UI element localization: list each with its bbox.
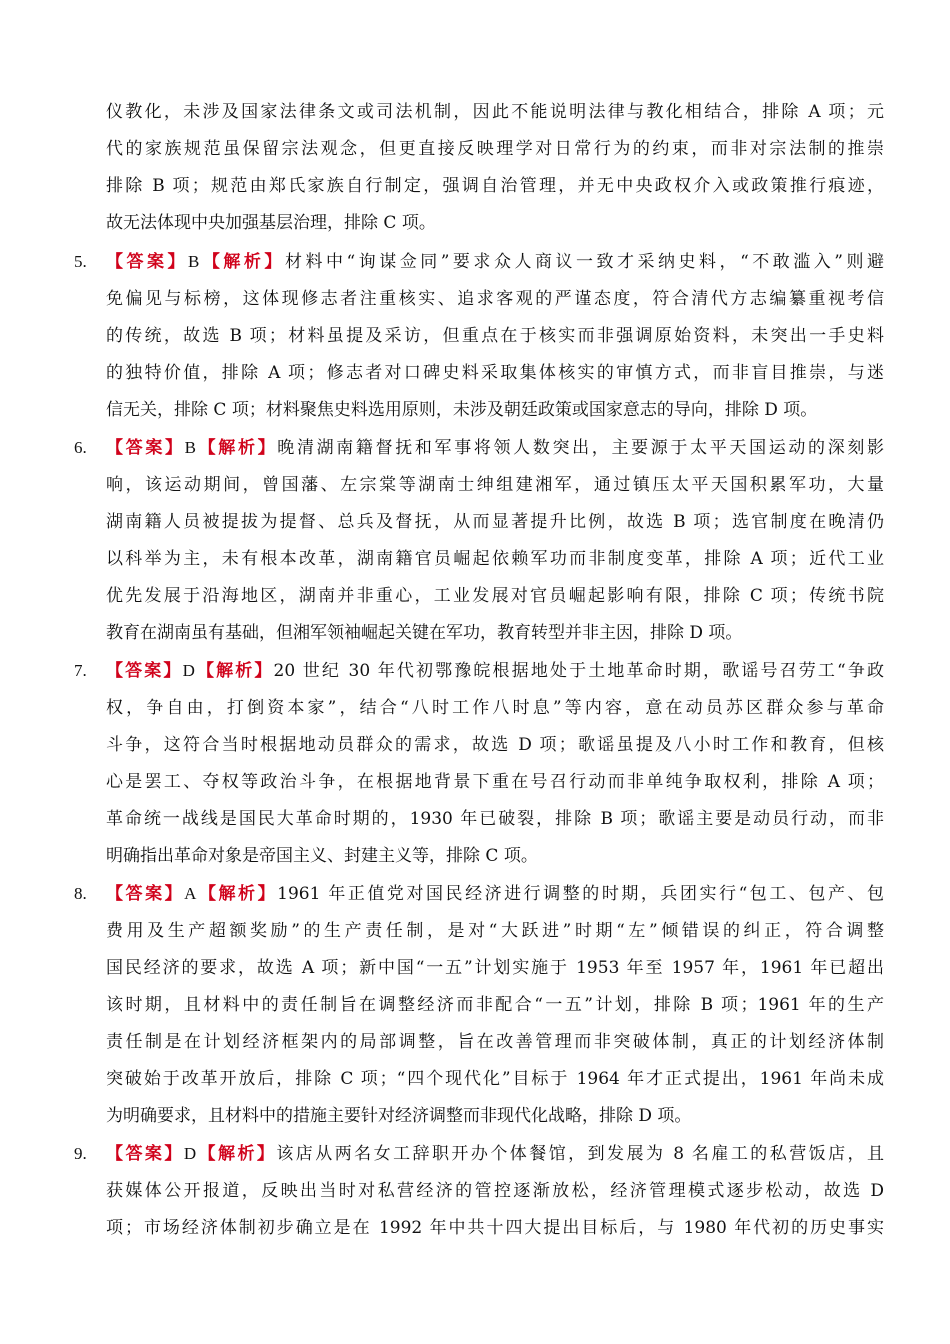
question-number: 6. bbox=[74, 438, 87, 457]
analysis-text: 材料中“询谋佥同”要求众人商议一致才采纳史料，“不敢滥入”则避 bbox=[284, 252, 884, 272]
analysis-tag: 【解析】 bbox=[196, 884, 278, 904]
answer-tag: 【答案】 bbox=[106, 884, 185, 904]
answer-line bbox=[106, 659, 884, 683]
intro-line: 仪教化，未涉及国家法律条文或司法机制，因此不能说明法律与教化相结合，排除 A 项；元 bbox=[106, 102, 884, 122]
question-number: 5. bbox=[74, 252, 87, 271]
analysis-line: 该时期，且材料中的责任制旨在调整经济而非配合“一五”计划，排除 B 项；1961 年的生产 bbox=[106, 995, 884, 1015]
answer-line bbox=[106, 882, 884, 906]
analysis-tag: 【解析】 bbox=[194, 661, 274, 681]
analysis-line: 费用及生产超额奖励”的生产责任制，是对“大跃进”时期“左”倾错误的纠正，符合调整 bbox=[106, 921, 884, 941]
answer-tag: 【答案】 bbox=[106, 252, 189, 272]
analysis-line: 响，该运动期间，曾国藩、左宗棠等湖南士绅组建湘军，通过镇压太平天国积累军功，大量 bbox=[106, 475, 884, 495]
answer-line bbox=[106, 436, 884, 460]
analysis-line: 突破始于改革开放后，排除 C 项；“四个现代化”目标于 1964 年才正式提出，1961 年尚未成 bbox=[106, 1069, 884, 1089]
analysis-text: 1961 年正值党对国民经济进行调整的时期，兵团实行“包工、包产、包 bbox=[277, 884, 884, 904]
answer-tag: 【答案】 bbox=[106, 661, 183, 681]
answer-choice: B bbox=[188, 252, 200, 271]
question-number: 7. bbox=[74, 661, 87, 680]
answer-choice: A bbox=[184, 884, 197, 903]
analysis-line: 以科举为主，未有根本改革，湖南籍官员崛起依赖军功而非制度变革，排除 A 项；近代工业 bbox=[106, 549, 884, 569]
analysis-tag: 【解析】 bbox=[199, 252, 285, 272]
analysis-line: 的独特价值，排除 A 项；修志者对口碑史料采取集体核实的审慎方式，而非盲目推崇，与迷 bbox=[106, 363, 884, 383]
analysis-tag: 【解析】 bbox=[195, 438, 278, 458]
intro-line: 排除 B 项；规范由郑氏家族自行制定，强调自治管理，并无中央政权介入或政策推行痕迹， bbox=[106, 176, 884, 196]
answer-choice: B bbox=[184, 438, 196, 457]
analysis-line: 心是罢工、夺权等政治斗争，在根据地背景下重在号召行动而非单纯争取权利，排除 A 项； bbox=[106, 772, 884, 792]
intro-line: 代的家族规范虽保留宗法观念，但更直接反映理学对日常行为的约束，而非对宗法制的推崇 bbox=[106, 139, 884, 159]
analysis-line: 责任制是在计划经济框架内的局部调整，旨在改善管理而非突破体制，真正的计划经济体制 bbox=[106, 1032, 884, 1052]
analysis-line: 的传统，故选 B 项；材料虽提及采访，但重点在于核实而非强调原始资料，未突出一手史料 bbox=[106, 326, 884, 346]
question-number: 8. bbox=[74, 884, 87, 903]
analysis-line: 获媒体公开报道，反映出当时对私营经济的管控逐渐放松，经济管理模式逐步松动，故选 D bbox=[106, 1181, 884, 1201]
answer-line bbox=[106, 250, 884, 274]
analysis-line: 权，争自由，打倒资本家”，结合“八时工作八时息”等内容，意在动员苏区群众参与革命 bbox=[106, 698, 884, 718]
analysis-line: 湖南籍人员被提拔为提督、总兵及督抚，从而显著提升比例，故选 B 项；选官制度在晚清仍 bbox=[106, 512, 884, 532]
analysis-line: 信无关，排除 C 项；材料聚焦史料选用原则，未涉及朝廷政策或国家意志的导向，排除 D 项。 bbox=[106, 400, 818, 420]
analysis-line: 项；市场经济体制初步确立是在 1992 年中共十四大提出目标后，与 1980 年代初的历史事实 bbox=[106, 1218, 884, 1238]
analysis-text: 该店从两名女工辞职开办个体餐馆，到发展为 8 名雇工的私营饭店，且 bbox=[276, 1144, 884, 1164]
answer-tag: 【答案】 bbox=[106, 1144, 184, 1164]
analysis-line: 优先发展于沿海地区，湖南并非重心，工业发展对官员崛起影响有限，排除 C 项；传统书院 bbox=[106, 586, 884, 606]
analysis-line: 革命统一战线是国民大革命时期的，1930 年已破裂，排除 B 项；歌谣主要是动员行动，而非 bbox=[106, 809, 884, 829]
analysis-line: 明确指出革命对象是帝国主义、封建主义等，排除 C 项。 bbox=[106, 846, 538, 866]
analysis-line: 免偏见与标榜，这体现修志者注重核实、追求客观的严谨态度，符合清代方志编纂重视考信 bbox=[106, 289, 884, 309]
analysis-tag: 【解析】 bbox=[196, 1144, 277, 1164]
answer-tag: 【答案】 bbox=[106, 438, 185, 458]
analysis-line: 教育在湖南虽有基础，但湘军领袖崛起关键在军功，教育转型并非主因，排除 D 项。 bbox=[106, 623, 743, 643]
analysis-text: 晚清湖南籍督抚和军事将领人数突出，主要源于太平天国运动的深刻影 bbox=[277, 438, 884, 458]
answer-choice: D bbox=[183, 1144, 197, 1163]
analysis-text: 20 世纪 30 年代初鄂豫皖根据地处于土地革命时期，歌谣号召劳工“争政 bbox=[273, 661, 884, 681]
question-number: 9. bbox=[74, 1144, 87, 1163]
answer-choice: D bbox=[182, 661, 195, 680]
analysis-line: 为明确要求，且材料中的措施主要针对经济调整而非现代化战略，排除 D 项。 bbox=[106, 1106, 692, 1126]
intro-line: 故无法体现中央加强基层治理，排除 C 项。 bbox=[106, 213, 436, 233]
answer-line bbox=[106, 1142, 884, 1166]
analysis-line: 斗争，这符合当时根据地动员群众的需求，故选 D 项；歌谣虽提及八小时工作和教育，但核 bbox=[106, 735, 884, 755]
analysis-line: 国民经济的要求，故选 A 项；新中国“一五”计划实施于 1953 年至 1957 年，1961 年已超出 bbox=[106, 958, 884, 978]
